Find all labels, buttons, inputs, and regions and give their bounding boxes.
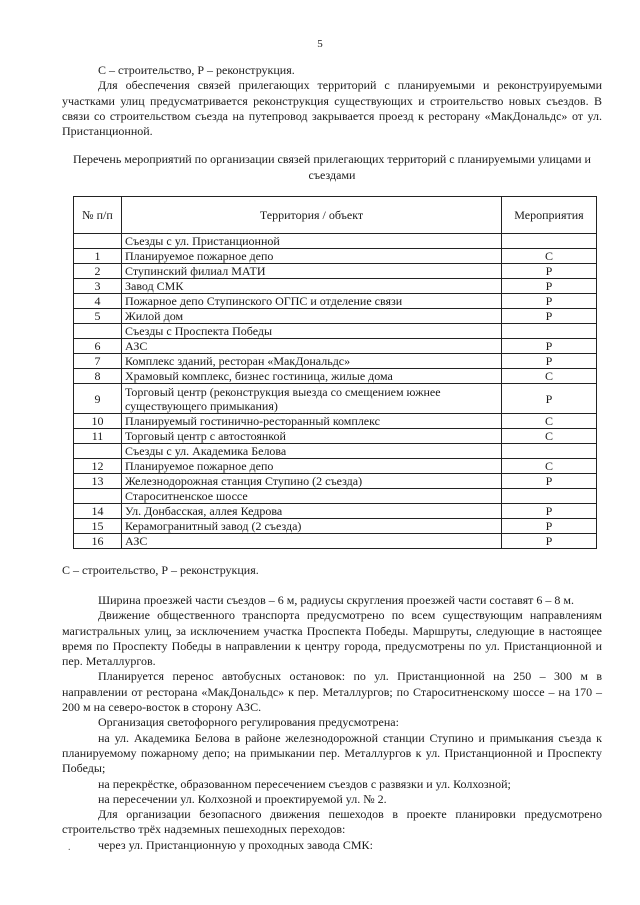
- row-num: 9: [74, 384, 122, 414]
- header-action: Мероприятия: [502, 197, 597, 234]
- row-action: Р: [502, 384, 597, 414]
- row-object: Завод СМК: [122, 279, 502, 294]
- paragraph-pedestrian: Для организации безопасного движения пешеходов в проекте планировки предусмотрено строительство трёх надземных пешеходных переходов:: [62, 807, 602, 837]
- row-object: Торговый центр (реконструкция выезда со смещением южнее существующего примыкания): [122, 384, 502, 414]
- row-num: 5: [74, 309, 122, 324]
- header-num: № п/п: [74, 197, 122, 234]
- section-title: Староситненское шоссе: [122, 489, 502, 504]
- row-action: Р: [502, 264, 597, 279]
- table-section-row: [74, 234, 597, 249]
- row-object: АЗС: [122, 339, 502, 354]
- table-section-row: [74, 444, 597, 459]
- footer-mark: .: [68, 842, 71, 853]
- table-row: [74, 369, 597, 384]
- section-title: Съезды с Проспекта Победы: [122, 324, 502, 339]
- row-object: Планируемое пожарное депо: [122, 459, 502, 474]
- row-action: С: [502, 414, 597, 429]
- row-action: Р: [502, 474, 597, 489]
- row-num: 10: [74, 414, 122, 429]
- row-action: С: [502, 249, 597, 264]
- table-row: [74, 264, 597, 279]
- row-object: Планируемое пожарное депо: [122, 249, 502, 264]
- table-row: [74, 294, 597, 309]
- table-section-row: [74, 489, 597, 504]
- row-object: Керамогранитный завод (2 съезда): [122, 519, 502, 534]
- paragraph-traffic-lights: Организация светофорного регулирования предусмотрена:: [98, 715, 399, 730]
- table-row: [74, 339, 597, 354]
- paragraph-width: Ширина проезжей части съездов – 6 м, радиусы скругления проезжей части составят 6 – 8 м.: [98, 593, 574, 607]
- table-row: [74, 384, 597, 414]
- row-object: Храмовый комплекс, бизнес гостиница, жилые дома: [122, 369, 502, 384]
- row-num: 1: [74, 249, 122, 264]
- row-num: 4: [74, 294, 122, 309]
- table-row: [74, 504, 597, 519]
- row-action: С: [502, 459, 597, 474]
- row-object: Пожарное депо Ступинского ОГПС и отделение связи: [122, 294, 502, 309]
- row-num: 6: [74, 339, 122, 354]
- row-action: Р: [502, 339, 597, 354]
- row-object: Ступинский филиал МАТИ: [122, 264, 502, 279]
- row-object: Торговый центр с автостоянкой: [122, 429, 502, 444]
- row-num: 11: [74, 429, 122, 444]
- paragraph-transport: Движение общественного транспорта предусмотрено по всем существующим направлениям магистральных улиц, за исключением участка Проспекта Победы. Маршруты, следующие в настоящее время по Проспекту Победы в направлении к центру города, предусмотрены по ул. Пристанционной и пер. Металлургов.: [62, 608, 602, 669]
- row-action: Р: [502, 354, 597, 369]
- header-object: Территория / объект: [122, 197, 502, 234]
- row-action: Р: [502, 309, 597, 324]
- row-object: Железнодорожная станция Ступино (2 съезда): [122, 474, 502, 489]
- measures-table: [73, 196, 597, 549]
- table-row: [74, 534, 597, 549]
- table-row: [74, 414, 597, 429]
- intro-legend: С – строительство, Р – реконструкция.: [98, 63, 295, 77]
- table-row: [74, 249, 597, 264]
- row-num: 3: [74, 279, 122, 294]
- row-num: 2: [74, 264, 122, 279]
- row-num: 15: [74, 519, 122, 534]
- table-row: [74, 309, 597, 324]
- table-caption: Перечень мероприятий по организации связей прилегающих территорий с планируемыми улицами и съездами: [73, 152, 591, 182]
- paragraph-stops: Планируется перенос автобусных остановок: по ул. Пристанционной на 250 – 300 м в направлении от ресторана «МакДональдс» к пер. Металлургов; по Староситненскому шоссе – на 170 – 200 м на северо-восток в сторону АЗС.: [62, 669, 602, 715]
- row-num: 13: [74, 474, 122, 489]
- table-row: [74, 474, 597, 489]
- paragraph-smk: через ул. Пристанционную у проходных завода СМК:: [98, 837, 373, 852]
- row-action: С: [502, 429, 597, 444]
- row-object: Жилой дом: [122, 309, 502, 324]
- table-row: [74, 429, 597, 444]
- row-num: 12: [74, 459, 122, 474]
- row-action: Р: [502, 519, 597, 534]
- table-row: [74, 354, 597, 369]
- section-title: Съезды с ул. Академика Белова: [122, 444, 502, 459]
- section-title: Съезды с ул. Пристанционной: [122, 234, 502, 249]
- row-object: Ул. Донбасская, аллея Кедрова: [122, 504, 502, 519]
- intro-paragraph: Для обеспечения связей прилегающих территорий с планируемыми и реконструируемыми участками улиц предусматривается реконструкция существующих и строительство новых съездов. В связи со строительством съезда на путепровод закрывается проезд к ресторану «МакДональдс» от ул. Пристанционной.: [62, 78, 602, 139]
- paragraph-kolkhoznaya: на пересечении ул. Колхозной и проектируемой ул. № 2.: [98, 791, 387, 806]
- body-text: [62, 593, 602, 853]
- row-num: 16: [74, 534, 122, 549]
- table-row: [74, 279, 597, 294]
- intro-block: [62, 63, 602, 139]
- table-row: [74, 459, 597, 474]
- row-action: Р: [502, 504, 597, 519]
- table-row: [74, 519, 597, 534]
- row-object: АЗС: [122, 534, 502, 549]
- row-num: 7: [74, 354, 122, 369]
- row-action: Р: [502, 534, 597, 549]
- row-object: Комплекс зданий, ресторан «МакДональдс»: [122, 354, 502, 369]
- page-number: 5: [317, 38, 323, 50]
- row-num: 14: [74, 504, 122, 519]
- row-num: 8: [74, 369, 122, 384]
- row-object: Планируемый гостинично-ресторанный комплекс: [122, 414, 502, 429]
- table-header-row: [74, 197, 597, 234]
- table-legend: С – строительство, Р – реконструкция.: [62, 563, 259, 577]
- row-action: Р: [502, 294, 597, 309]
- row-action: С: [502, 369, 597, 384]
- paragraph-crossroad: на перекрёстке, образованном пересечением съездов с развязки и ул. Колхозной;: [98, 776, 511, 791]
- paragraph-belova: на ул. Академика Белова в районе железнодорожной станции Ступино и примыкания съезда к планируемому пожарному депо; на примыкании пер. Металлургов к ул. Пристанционной и Проспекту Победы;: [62, 730, 602, 776]
- table-section-row: [74, 324, 597, 339]
- row-action: Р: [502, 279, 597, 294]
